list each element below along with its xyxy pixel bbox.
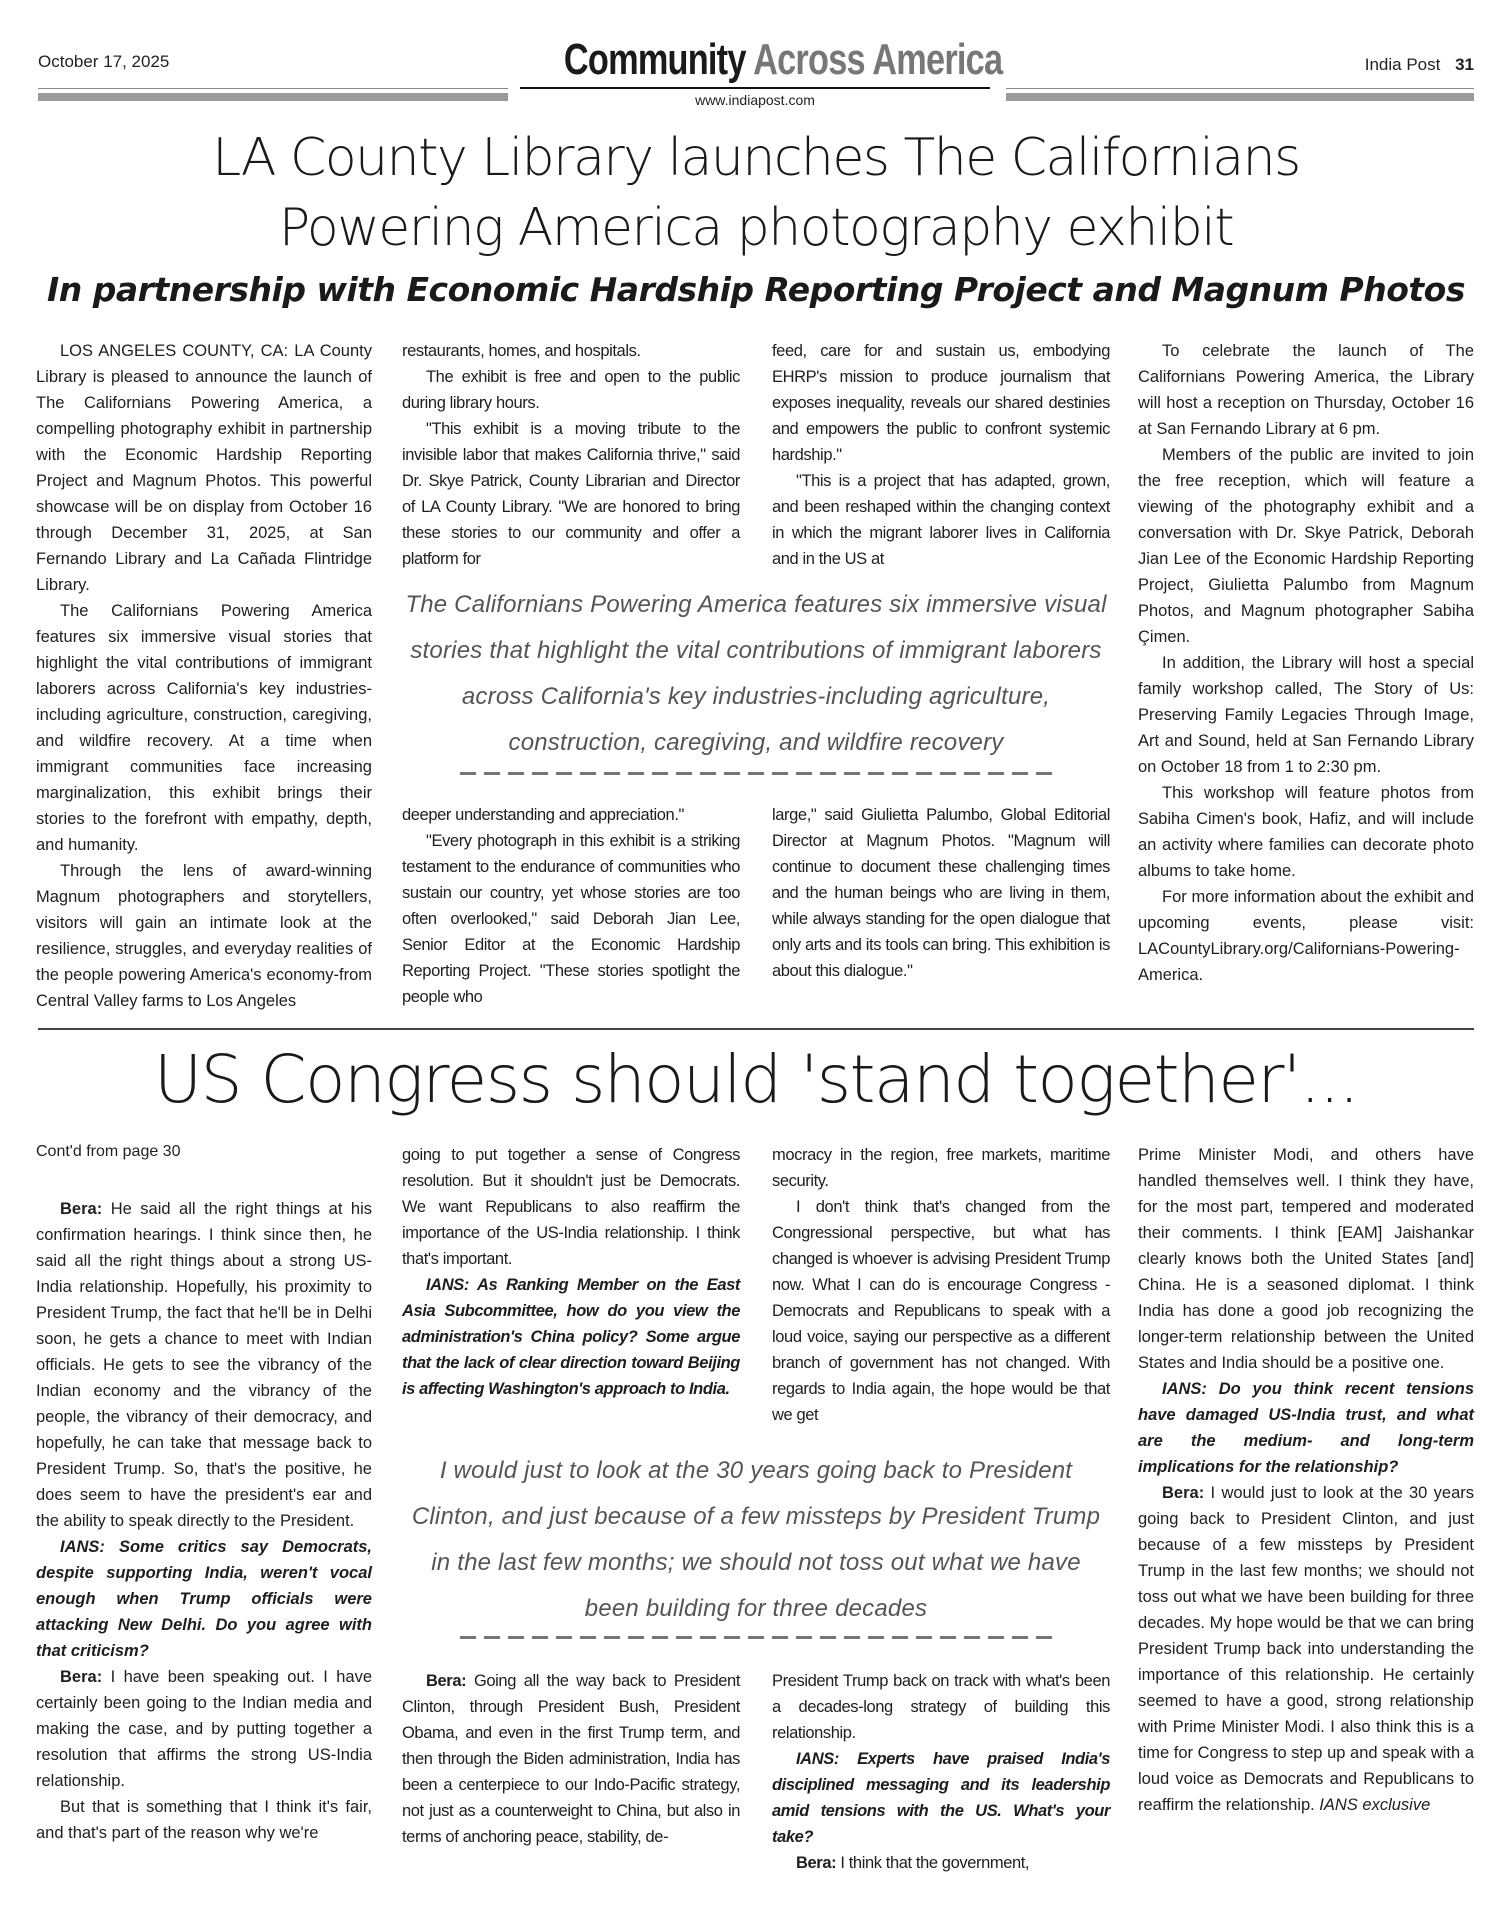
masthead-rule-right [1006, 88, 1474, 92]
article1-pullquote: The Californians Powering America features six immersive visual stories that highlight the vital contributions of immigrant laborers across California's key industries-including agriculture, construction, caregiving, and wildfire recovery [405, 591, 1107, 756]
article1-column-4 [1138, 338, 1474, 988]
section-title-part2: Across America [753, 35, 1003, 84]
article2-headline: US Congress should 'stand together'... [153, 1041, 1359, 1118]
article1-column-1 [36, 338, 372, 1014]
article2-column-3-bottom [772, 1668, 1110, 1876]
pullquote-dashed-rule [460, 772, 1060, 775]
paragraph: "This exhibit is a moving tribute to the invisible labor that makes California thrive," said Dr. Skye Patrick, County Librarian and Director of LA County Library. "We are honored to bring these stories to our community and offer a platform for [402, 420, 740, 568]
article2-column-4 [1138, 1142, 1474, 1818]
continued-note: Cont'd from page 30 [36, 1143, 181, 1160]
paragraph: mocracy in the region, free markets, maritime security. [772, 1146, 1110, 1190]
paragraph: I don't think that's changed from the Congressional perspective, but what has changed is whoever is advising President Trump now. What I can do is encourage Congress - Democrats and Republicans to speak with a loud voice, saying our perspective as a different branch of government has not changed. With regards to India again, the hope would be that we get [772, 1198, 1110, 1424]
paragraph: This workshop will feature photos from Sabiha Cimen's book, Hafiz, and will include an activity where families can decorate photo albums to take home. [1138, 784, 1474, 880]
paragraph: feed, care for and sustain us, embodying EHRP's mission to produce journalism that exposes inequality, reveals our shared destinies and empowers the public to confront systemic hardship." [772, 342, 1110, 464]
interview-answer: Bera: I think that the government, [796, 1854, 1030, 1872]
masthead [0, 0, 1512, 110]
article-divider [38, 1028, 1474, 1030]
speaker-label: Bera: [1162, 1484, 1205, 1502]
paragraph: "This is a project that has adapted, grown, and been reshaped within the changing context in which the migrant laborer lives in California and in the US at [772, 472, 1110, 568]
interview-answer: Bera: Going all the way back to President Clinton, through President Bush, President Obama, and even in the first Trump term, and then through the Biden administration, India has been a centerpiece to our Indo-Pacific strategy, not just as a counterweight to China, but also in terms of anchoring peace, stability, de- [402, 1672, 740, 1846]
paragraph: deeper understanding and appreciation." [402, 806, 684, 824]
interview-question [36, 1534, 372, 1664]
source-credit: IANS exclusive [1319, 1796, 1431, 1814]
paragraph: For more information about the exhibit and upcoming events, please visit: LACountyLibrary.org/Californians-Powering-America. [1138, 888, 1474, 984]
paragraph: The Californians Powering America features six immersive visual stories that highlight the vital contributions of immigrant laborers across California's key industries-including agriculture, construction, caregiving, and wildfire recovery. At a time when immigrant communities face increasing marginalization, this exhibit brings their stories to the forefront with empathy, depth, and humanity. [36, 602, 372, 854]
interview-question [402, 1272, 740, 1402]
interview-answer: Bera: I have been speaking out. I have certainly been going to the Indian media and making the case, and by putting together a resolution that affirms the strong US-India relationship. [36, 1668, 372, 1790]
pullquote-dashed-rule [460, 1636, 1060, 1639]
article1-headline-line1: LA County Library launches The Californians [212, 128, 1300, 188]
publication-info [1365, 55, 1474, 75]
publication-name: India Post [1364, 55, 1441, 74]
article1-headline-line2: Powering America photography exhibit [278, 198, 1234, 258]
article2-column-3-top [772, 1142, 1110, 1428]
paragraph: The exhibit is free and open to the public during library hours. [402, 368, 740, 412]
issue-date: October 17, 2025 [38, 52, 170, 71]
masthead-rule-center [520, 87, 990, 89]
paragraph: To celebrate the launch of The Californians Powering America, the Library will host a reception on Thursday, October 16 at San Fernando Library at 6 pm. [1138, 342, 1474, 438]
article2-column-2-top [402, 1142, 740, 1402]
interview-answer: Bera: He said all the right things at his confirmation hearings. I think since then, he said all the right things about a strong US-India relationship. Hopefully, his proximity to President Trump, the fact that he'll be in Delhi soon, he gets a chance to meet with Indian officials. He gets to see the vibrancy of the Indian economy and the vibrancy of the people, the vibrancy of their democracy, and hopefully, he can take that message back to President Trump. So, that's the positive, he does seem to have the president's ear and the ability to speak directly to the President. [36, 1200, 372, 1530]
paragraph: going to put together a sense of Congress resolution. But it shouldn't just be Democrats. We want Republicans to also reaffirm the importance of the US-India relationship. I think that's important. [402, 1146, 740, 1268]
section-title [563, 34, 1003, 86]
interview-question [1138, 1376, 1474, 1480]
article1-column-2-bottom [402, 802, 740, 1010]
article1-column-3-bottom [772, 802, 1110, 984]
paragraph: In addition, the Library will host a special family workshop called, The Story of Us: Preserving Family Legacies Through Image, Art and Sound, held at San Fernando Library on October 18 from 1 to 2:30 pm. [1138, 654, 1474, 776]
paragraph: "Every photograph in this exhibit is a striking testament to the endurance of communities who sustain our country, yet whose stories are too often overlooked," said Deborah Jian Lee, Senior Editor at the Economic Hardship Reporting Project. "These stories spotlight the people who [402, 832, 740, 1006]
question-text: IANS: As Ranking Member on the East Asia Subcommittee, how do you view the administration's China policy? Some argue that the lack of clear direction toward Beijing is affecting Washington's approach to India. [402, 1276, 740, 1398]
speaker-label: Bera: [796, 1854, 837, 1872]
page-number: 31 [1455, 55, 1474, 74]
article1-column-2-top [402, 338, 740, 572]
paragraph: President Trump back on track with what's been a decades-long strategy of building this relationship. [772, 1672, 1110, 1742]
speaker-label: Bera: [60, 1200, 103, 1218]
interview-answer: Bera: I would just to look at the 30 years going back to President Clinton, and just because of a few missteps by President Trump in the last few months; we should not toss out what we have been building for three decades. My hope would be that we can bring President Trump back into understanding the importance of this relationship. He certainly seemed to have a good, strong relationship with Prime Minister Modi. I also think this is a time for Congress to step up and speak with a loud voice as Democrats and Republicans to reaffirm the relationship. IANS exclusive [1138, 1484, 1474, 1814]
paragraph: restaurants, homes, and hospitals. [402, 342, 641, 360]
website-link[interactable]: www.indiapost.com [695, 92, 815, 108]
paragraph: Through the lens of award-winning Magnum photographers and storytellers, visitors will gain an intimate look at the resilience, struggles, and everyday realities of the people powering America's economy-from Central Valley farms to Los Angeles [36, 862, 372, 1010]
question-text: IANS: Experts have praised India's disciplined messaging and its leadership amid tensions with the US. What's your take? [772, 1750, 1110, 1846]
paragraph: Members of the public are invited to join the free reception, which will feature a viewing of the photography exhibit and a conversation with Dr. Skye Patrick, Deborah Jian Lee of the Economic Hardship Reporting Project, Giulietta Palumbo from Magnum Photos, and Magnum photographer Sabiha Çimen. [1138, 446, 1474, 646]
interview-question [772, 1746, 1110, 1850]
paragraph: But that is something that I think it's fair, and that's part of the reason why we're [36, 1798, 372, 1842]
article2-column-1 [36, 1196, 372, 1846]
paragraph: Prime Minister Modi, and others have handled themselves well. I think they have, for the most part, tempered and moderated their comments. I think [EAM] Jaishankar clearly knows both the United States [and] China. He is a seasoned diplomat. I think India has done a good job recognizing the longer-term relationship between the United States and India should be a positive one. [1138, 1146, 1474, 1372]
paragraph: large," said Giulietta Palumbo, Global Editorial Director at Magnum Photos. "Magnum will continue to document these challenging times and the human beings who are living in them, while always standing for the open dialogue that only arts and its tools can bring. This exhibition is about this dialogue." [772, 806, 1110, 980]
article2-pullquote: I would just to look at the 30 years going back to President Clinton, and just because of a few missteps by President Trump in the last few months; we should not toss out what we have been building for three decades [411, 1457, 1101, 1622]
article1-subhead: In partnership with Economic Hardship Reporting Project and Magnum Photos [47, 270, 1465, 309]
question-text: IANS: Some critics say Democrats, despite supporting India, weren't vocal enough when Trump officials were attacking New Delhi. Do you agree with that criticism? [36, 1538, 372, 1660]
speaker-label: Bera: [426, 1672, 467, 1690]
section-title-part1: Community [563, 35, 746, 84]
article1-column-3-top [772, 338, 1110, 572]
question-text: IANS: Do you think recent tensions have damaged US-India trust, and what are the medium- and long-term implications for the relationship? [1138, 1380, 1474, 1476]
speaker-label: Bera: [60, 1668, 103, 1686]
paragraph: LOS ANGELES COUNTY, CA: LA County Library is pleased to announce the launch of The Californians Powering America, a compelling photography exhibit in partnership with the Economic Hardship Reporting Project and Magnum Photos. This powerful showcase will be on display from October 16 through December 31, 2025, at San Fernando Library and La Cañada Flintridge Library. [36, 342, 372, 594]
masthead-rule-left [38, 88, 508, 92]
article2-column-2-bottom [402, 1668, 740, 1850]
